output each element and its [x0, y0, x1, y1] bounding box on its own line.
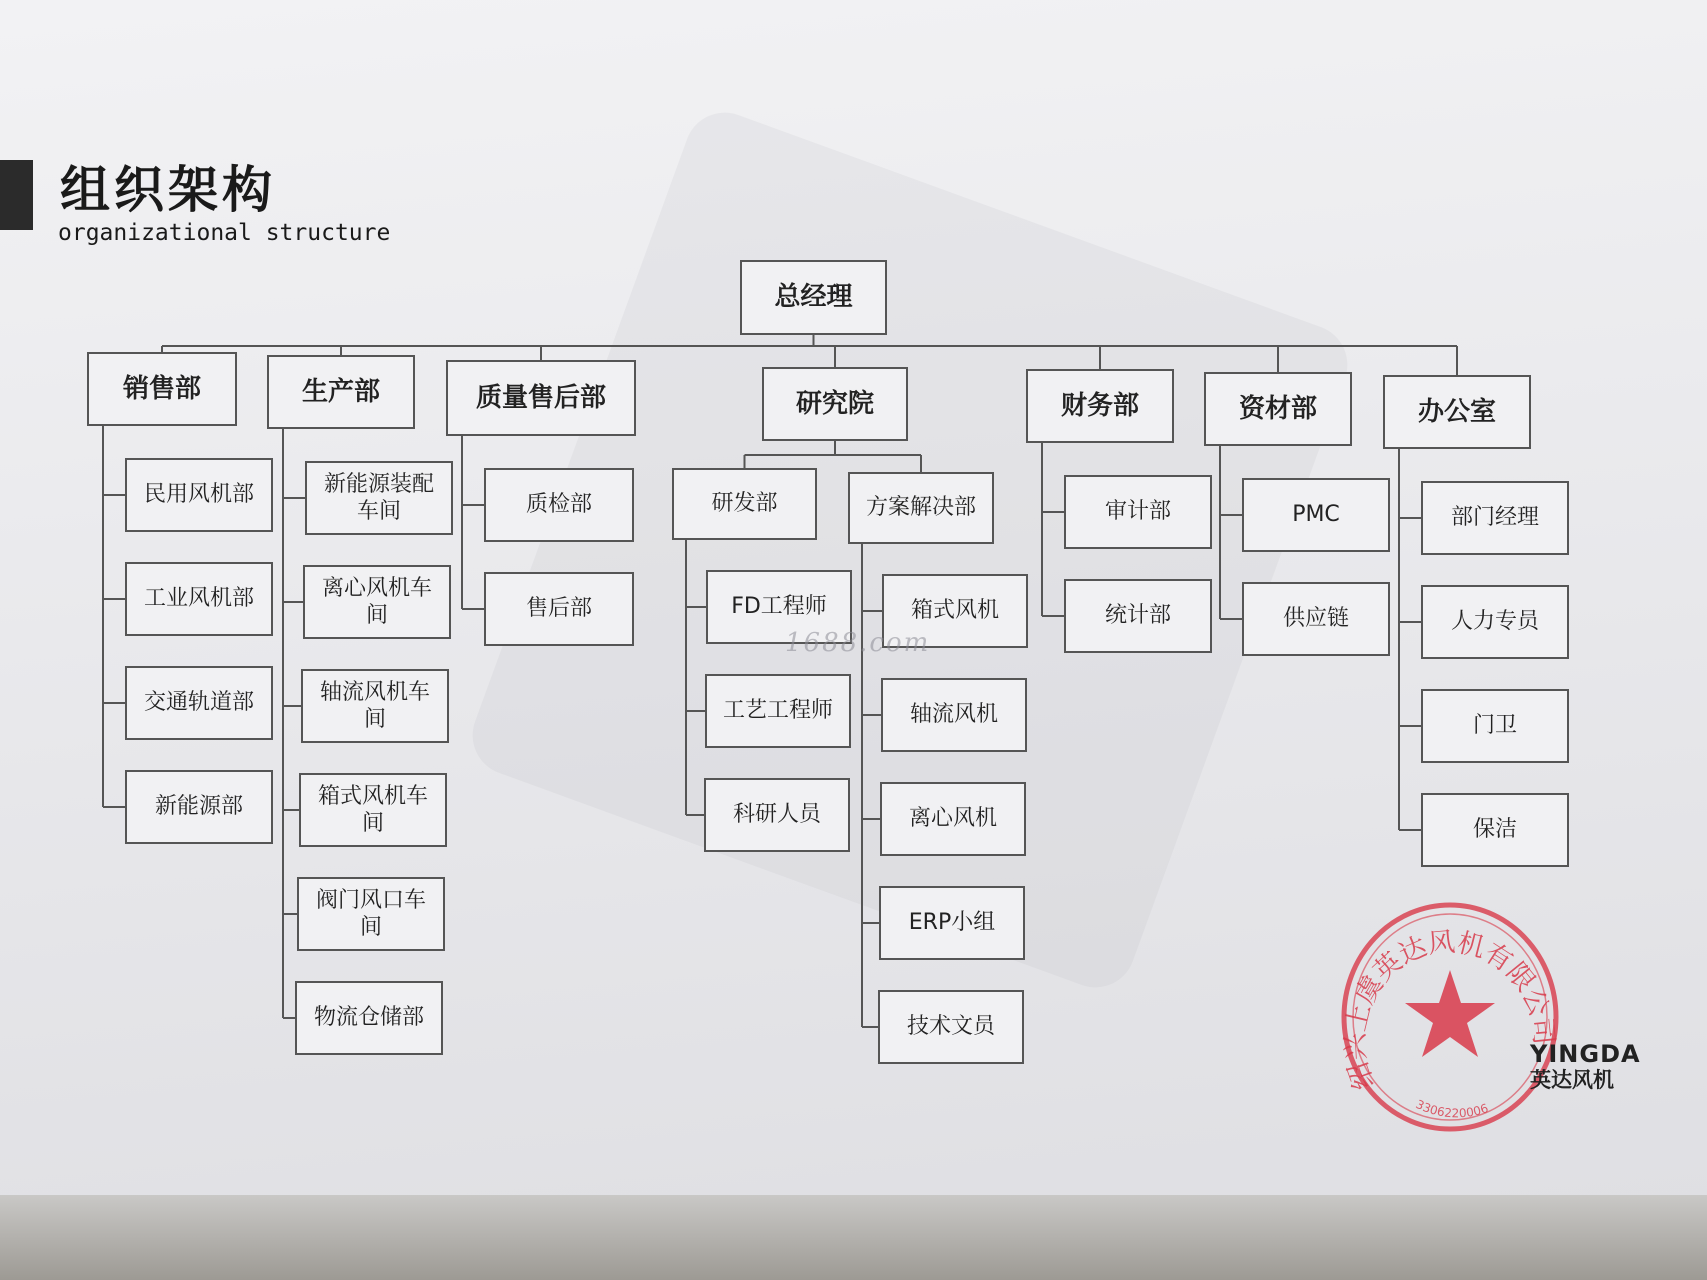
dept-research-institute-box: 研究院: [762, 367, 908, 441]
unit-box: ERP小组: [879, 886, 1025, 960]
unit-box: 阀门风口车 间: [297, 877, 445, 951]
unit-box: 轴流风机: [881, 678, 1027, 752]
brand-name-en: YINGDA: [1530, 1040, 1641, 1068]
dept-office-box: 办公室: [1383, 375, 1531, 449]
unit-box: 工艺工程师: [705, 674, 851, 748]
unit-box: 离心风机: [880, 782, 1026, 856]
company-seal: [1335, 895, 1565, 1140]
page-title: 组织架构: [60, 160, 276, 219]
unit-box: 门卫: [1421, 689, 1569, 763]
dept-materials-box: 资材部: [1204, 372, 1352, 446]
brand-name-cn: 英达风机: [1530, 1068, 1614, 1092]
unit-box: 轴流风机车 间: [301, 669, 449, 743]
unit-box: FD工程师: [706, 570, 852, 644]
unit-box: 保洁: [1421, 793, 1569, 867]
unit-box: 质检部: [484, 468, 634, 542]
unit-box: 新能源装配 车间: [305, 461, 453, 535]
dept-sales-box: 销售部: [87, 352, 237, 426]
group-box: 研发部: [672, 468, 817, 540]
unit-box: 部门经理: [1421, 481, 1569, 555]
unit-box: 新能源部: [125, 770, 273, 844]
general-manager-box: 总经理: [740, 260, 887, 335]
unit-box: 民用风机部: [125, 458, 273, 532]
group-box: 方案解决部: [848, 472, 994, 544]
unit-box: PMC: [1242, 478, 1390, 552]
dept-quality-aftersales-box: 质量售后部: [446, 360, 636, 436]
star-icon: [1405, 970, 1495, 1057]
unit-box: 售后部: [484, 572, 634, 646]
unit-box: 统计部: [1064, 579, 1212, 653]
unit-box: 交通轨道部: [125, 666, 273, 740]
seal-number: 3306220006: [1413, 1097, 1491, 1121]
page-subtitle: organizational structure: [58, 220, 391, 246]
unit-box: 物流仓储部: [295, 981, 443, 1055]
unit-box: 工业风机部: [125, 562, 273, 636]
unit-box: 审计部: [1064, 475, 1212, 549]
brand-logo: [1530, 1040, 1641, 1094]
unit-box: 箱式风机车 间: [299, 773, 447, 847]
unit-box: 供应链: [1242, 582, 1390, 656]
site-watermark: 1688.com: [785, 628, 931, 658]
unit-box: 箱式风机: [882, 574, 1028, 648]
seal-text: 绍兴上虞英达风机有限公司: [1339, 926, 1560, 1094]
unit-box: 科研人员: [704, 778, 850, 852]
dept-production-box: 生产部: [267, 355, 415, 429]
unit-box: 离心风机车 间: [303, 565, 451, 639]
unit-box: 技术文员: [878, 990, 1024, 1064]
dept-finance-box: 财务部: [1026, 369, 1174, 443]
unit-box: 人力专员: [1421, 585, 1569, 659]
